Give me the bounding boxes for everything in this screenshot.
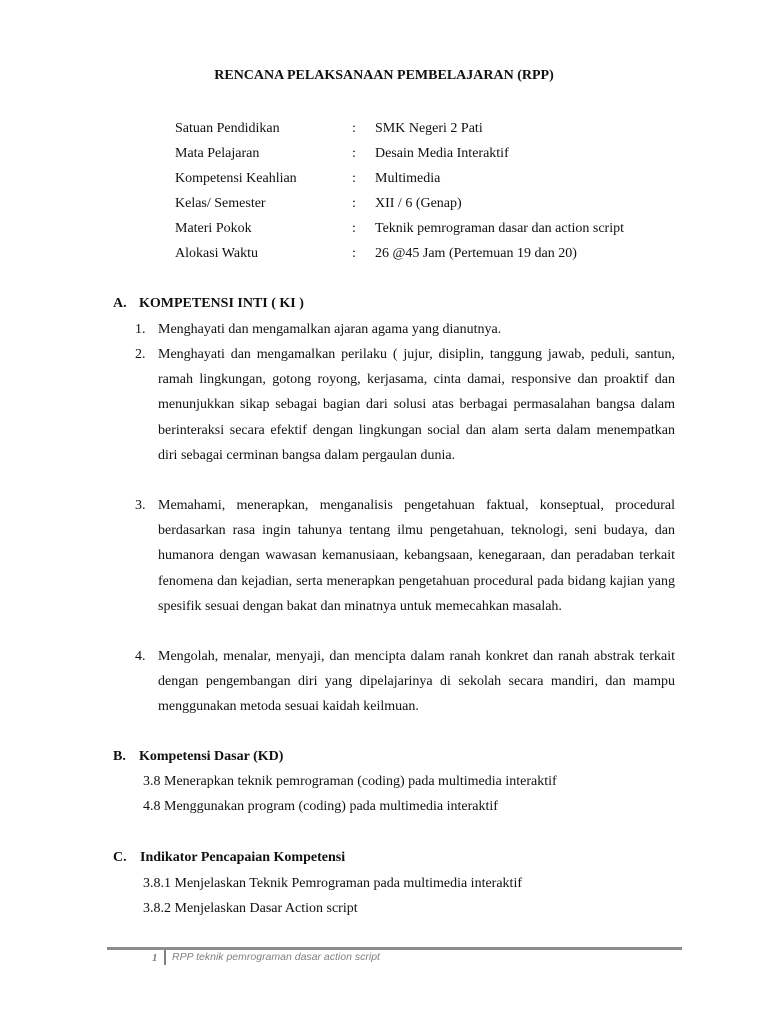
footer-divider (107, 947, 682, 950)
section-letter: B. (113, 749, 126, 764)
identity-label: Kelas/ Semester (175, 196, 266, 211)
ki-item-text: Memahami, menerapkan, menganalisis pengetahuan faktual, konseptual, procedural berdasarkan rasa ingin tahunya tentang ilmu pengetahuan, teknologi, seni budaya, dan humanora dengan wawasan kemanusiaan, kebangsaan, kenegaraan, dan peradaban terkait fenomena dan kejadian, serta menerapkan pengetahuan procedural pada bidang kajian yang spesifik sesuai dengan bakat dan minatnya untuk memecahkan masalah. (158, 498, 675, 614)
ki-item-number: 3. (135, 498, 146, 513)
identity-label: Kompetensi Keahlian (175, 171, 297, 186)
ki-item-number: 1. (135, 322, 146, 337)
identity-value: SMK Negeri 2 Pati (375, 121, 483, 136)
ki-item-number: 2. (135, 347, 146, 362)
section-title: Indikator Pencapaian Kompetensi (140, 850, 346, 865)
ki-item-text: Mengolah, menalar, menyaji, dan mencipta dalam ranah konkret dan ranah abstrak terkait dengan pengembangan diri yang dipelajarinya di sekolah secara mandiri, dan mampu menggunakan metoda sesuai kaidah keilmuan. (158, 649, 675, 715)
identity-colon: : (352, 121, 356, 136)
identity-row-mata-pelajaran (0, 145, 768, 163)
indicator-item: 3.8.2 Menjelaskan Dasar Action script (143, 901, 358, 916)
identity-colon: : (352, 146, 356, 161)
identity-value: Desain Media Interaktif (375, 146, 509, 161)
identity-label: Satuan Pendidikan (175, 121, 280, 136)
footer-separator (164, 950, 166, 965)
kd-item: 3.8 Menerapkan teknik pemrograman (coding) pada multimedia interaktif (143, 774, 557, 789)
section-letter: C. (113, 850, 127, 865)
section-b-heading (113, 748, 283, 766)
identity-row-alokasi-waktu (0, 245, 768, 263)
identity-colon: : (352, 246, 356, 261)
identity-label: Mata Pelajaran (175, 146, 260, 161)
identity-colon: : (352, 221, 356, 236)
ki-item-text: Menghayati dan mengamalkan ajaran agama yang dianutnya. (158, 322, 502, 337)
indicator-item: 3.8.1 Menjelaskan Teknik Pemrograman pada multimedia interaktif (143, 876, 522, 891)
identity-colon: : (352, 171, 356, 186)
identity-value: Multimedia (375, 171, 441, 186)
identity-colon: : (352, 196, 356, 211)
identity-value: XII / 6 (Genap) (375, 196, 462, 211)
identity-row-materi-pokok (0, 220, 768, 238)
identity-label: Alokasi Waktu (175, 246, 258, 261)
identity-row-kompetensi-keahlian (0, 170, 768, 188)
kd-item: 4.8 Menggunakan program (coding) pada multimedia interaktif (143, 799, 498, 814)
identity-label: Materi Pokok (175, 221, 252, 236)
identity-value: Teknik pemrograman dasar dan action script (375, 221, 624, 236)
identity-row-satuan-pendidikan (0, 120, 768, 138)
section-c-heading (113, 849, 345, 867)
section-a-heading (113, 295, 304, 313)
section-letter: A. (113, 296, 127, 311)
ki-item-number: 4. (135, 649, 146, 664)
ki-item-text: Menghayati dan mengamalkan perilaku ( jujur, disiplin, tanggung jawab, peduli, santun, ramah lingkungan, gotong royong, kerjasama, cinta damai, responsive dan proaktif dan menunjukkan sikap sebagai bagian dari solusi atas berbagai permasalahan bangsa dalam berinteraksi secara efektif dengan lingkungan social dan alam serta dalam menempatkan diri sebagai cerminan bangsa dalam pergaulan dunia. (158, 347, 675, 463)
section-title: KOMPETENSI INTI ( KI ) (139, 296, 304, 311)
footer-page-number: 1 (152, 952, 158, 964)
identity-value: 26 @45 Jam (Pertemuan 19 dan 20) (375, 246, 577, 261)
footer-running-title: RPP teknik pemrograman dasar action script (172, 951, 380, 963)
identity-row-kelas-semester (0, 195, 768, 213)
section-title: Kompetensi Dasar (KD) (139, 749, 284, 764)
page-title: RENCANA PELAKSANAAN PEMBELAJARAN (RPP) (214, 68, 554, 83)
